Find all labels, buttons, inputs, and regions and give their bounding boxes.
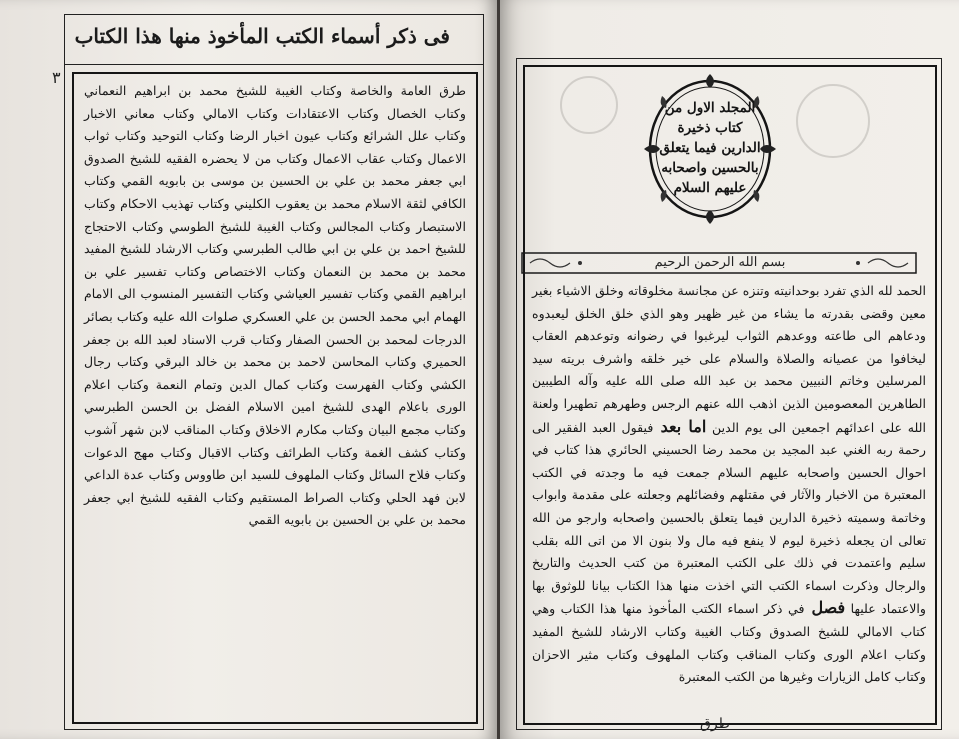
left-page-number: ٣ [52,68,61,87]
right-page-body-text [532,280,926,716]
basmala-heading: بسم الله الرحمن الرحيم [654,255,786,270]
left-page-body-text: طرق العامة والخاصة وكتاب الغيبة للشيخ محمد بن ابراهيم النعماني وكتاب الخصال وكتاب الاعتقادات وكتاب الامالي وكتاب معاني الاخبار وكتاب علل الشرائع وكتاب عيون اخبار الرضا وكتاب التوحيد وكتاب ثواب الاعمال وكتاب عقاب الاعمال وكتاب من لا يحضره الفقيه للشيخ الصدوق ابي جعفر محمد بن علي بن الحسين بن موسى بن بابويه القمي وكتاب الكافي لثقة الاسلام محمد بن يعقوب الكليني وكتاب تهذيب الاحكام وكتاب الاستبصار وكتاب المجالس وكتاب الغيبة للشيخ الطوسي وكتاب الاحتجاج للشيخ احمد بن علي بن ابي طالب الطبرسي وكتاب الارشاد للشيخ المفيد محمد بن محمد بن النعمان وكتاب الاختصاص وكتاب تفسير علي بن ابراهيم القمي وكتاب تفسير العياشي وكتاب التفسير المنسوب الى الامام الهمام ابي محمد الحسن بن علي العسكري صلوات الله عليه وكتاب بصائر الدرجات لمحمد بن الحسن الصفار وكتاب قرب الاسناد لعبد الله بن جعفر الحميري وكتاب المحاسن لاحمد بن محمد بن خالد البرقي وكتاب رجال الكشي وكتاب الفهرست وكتاب كمال الدين وتمام النعمة وكتاب اعلام الورى باعلام الهدى للشيخ امين الاسلام الفضل بن الحسن الطبرسي وكتاب مجمع البيان وكتاب مكارم الاخلاق وكتاب المناقب لابن شهر آشوب وكتاب كشف الغمة وكتاب الطرائف وكتاب الاقبال وكتاب مهج الدعوات وكتاب فلاح السائل وكتاب الملهوف للسيد ابن طاووس وكتاب عدة الداعي لابن فهد الحلي وكتاب الصراط المستقيم وكتاب الفقيه للشيخ ابي جعفر محمد بن علي بن الحسين بن بابويه القمي [84,83,466,528]
left-page-header-title: فى ذكر أسماء الكتب المأخوذ منها هذا الكتاب [74,24,450,48]
medallion-title-text: المجلد الاول من كتاب ذخيرة الدارين فيما يتعلق بالحسين واصحابه عليهم السلام [659,100,761,196]
body-text-run: فيقول العبد الفقير الى رحمة ربه الغني عبد المجيد بن محمد رضا الحسيني الحائري هذا كتاب في احوال الحسين واصحابه عليهم السلام جمعت فيه ما وجدته في الكتب المعتبرة من الاخبار والآثار في مقتلهم وفضائلهم وجعلته على مقدمة وابواب وخاتمة وسميته ذخيرة الدارين فيما يتعلق بالحسين واصحابه وارجو من الله تعالى ان يجعله ذخيرة ليوم لا ينفع فيه مال ولا بنون الا من اتى الله بقلب سليم واعتمدت في ذلك على الكتب المعتبرة من كتب الحديث والتاريخ والرجال وذكرت اسماء الكتب التي اخذت منها هذا الكتاب بيانا للوثوق بها والاعتماد عليها [532,419,926,617]
right-page-catchword: طرق [700,716,730,732]
body-text-run: في ذكر اسماء الكتب المأخوذ منها هذا الكتاب وهي كتاب الامالي للشيخ الصدوق وكتاب الغيبة وكتاب الارشاد للشيخ المفيد وكتاب اعلام الورى وكتاب المناقب وكتاب الملهوف وكتاب مثير الاحزان وكتاب كامل الزيارات وغيرها من الكتب المعتبرة [532,601,926,685]
section-opener-bold: فصل [804,598,846,618]
section-opener-bold: اما بعد [653,416,707,436]
body-text-run: الحمد لله الذي تفرد بوحدانيته وتنزه عن مجانسة مخلوقاته وخلق الاشياء بغير معين وقضى بقدرته ما يشاء من غير ظهير وهو الذي خلق الخلق ليعبدوه ودعاهم الى طاعته ووعدهم الثواب ليرغبوا في رضوانه وتوعدهم العقاب ليخافوا من عصيانه والصلاة والسلام على خير خلقه واشرف بريته سيد المرسلين وخاتم النبيين محمد بن عبد الله صلى الله عليه وآله الطيبين الطاهرين المعصومين الذين اذهب الله عنهم الرجس وطهرهم تطهيرا ولعنة الله على اعدائهم اجمعين الى يوم الدين [532,283,926,435]
right-page-body-paragraph [532,280,926,689]
